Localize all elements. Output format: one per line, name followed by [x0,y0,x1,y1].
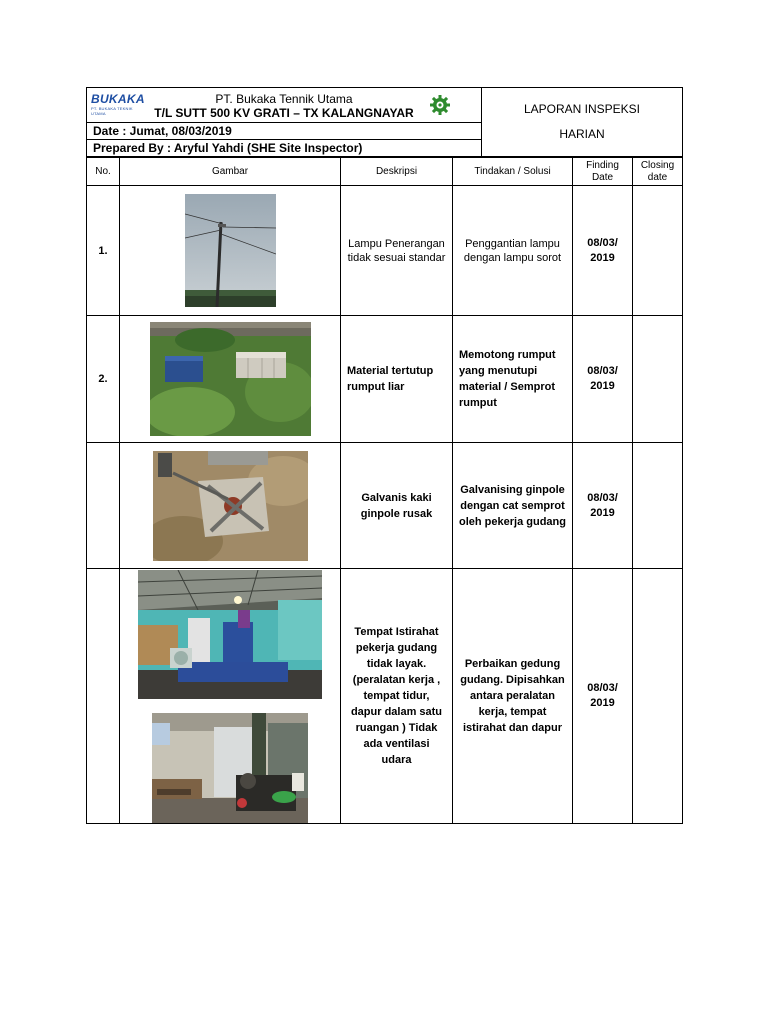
row-closing-date [633,316,683,443]
row-description: Galvanis kaki ginpole rusak [341,443,453,569]
photo-material-grass [150,322,311,436]
col-finding-date [573,158,633,186]
col-deskripsi: Deskripsi [341,158,453,186]
row-solution: Perbaikan gedung gudang. Dipisahkan antara peralatan kerja, tempat istirahat dan dapur [453,569,573,824]
report-title [482,88,683,157]
col-finding-sublabel: Date [591,171,614,183]
logo-text: BUKAKA [91,92,145,106]
finding-date-year: 2019 [590,506,615,519]
finding-date-day: 08/03/ [587,491,618,504]
row-description: Tempat Istirahat pekerja gudang tidak layak. (peralatan kerja , tempat tidur, dapur dalam satu ruangan ) Tidak ada ventilasi udara [341,569,453,824]
row-description: Material tertutup rumput liar [341,316,453,443]
table-row [87,443,683,569]
row-solution: Galvanising ginpole dengan cat semprot oleh pekerja gudang [453,443,573,569]
table-row [87,316,683,443]
logo-subtext: PT. BUKAKA TEKNIK UTAMA [91,106,133,116]
inspection-report [86,87,682,824]
report-date: Date : Jumat, 08/03/2019 [87,123,482,140]
finding-date-day: 08/03/ [587,682,618,694]
inspection-table [86,157,683,824]
table-row [87,569,683,824]
table-header-row [87,158,683,186]
finding-date-year: 2019 [590,697,615,709]
row-finding-date [573,569,633,824]
project-name: T/L SUTT 500 KV GRATI – TX KALANGNAYAR [154,106,414,120]
row-image-cell [120,569,341,824]
row-number [87,443,120,569]
report-header-table [86,87,683,157]
col-closing-sublabel: date [647,171,668,183]
row-number [87,569,120,824]
col-closing-date [633,158,683,186]
row-finding-date [573,316,633,443]
finding-date-year: 2019 [590,251,615,264]
company-block [87,88,482,123]
photo-rest-area-kitchen [152,713,308,823]
row-solution: Penggantian lampu dengan lampu sorot [453,186,573,316]
row-description: Lampu Penerangan tidak sesuai standar [341,186,453,316]
finding-date-day: 08/03/ [587,236,618,249]
finding-date-day: 08/03/ [587,365,618,377]
prepared-by: Prepared By : Aryful Yahdi (SHE Site Inspector) [87,140,482,157]
row-closing-date [633,443,683,569]
row-image-cell [120,443,341,569]
row-finding-date [573,186,633,316]
row-solution: Memotong rumput yang menutupi material / Semprot rumput [453,316,573,443]
row-image-cell [120,186,341,316]
photo-electric-pole [185,194,276,307]
row-finding-date [573,443,633,569]
row-closing-date [633,569,683,824]
photo-rest-area-room [138,570,322,699]
photo-ginpole-base [153,451,308,561]
col-closing-label: Closing [640,159,675,171]
col-gambar: Gambar [120,158,341,186]
table-row [87,186,683,316]
bukaka-logo [91,92,147,116]
title-line-2: HARIAN [559,127,605,141]
col-tindakan: Tindakan / Solusi [453,158,573,186]
row-closing-date [633,186,683,316]
title-line-1: LAPORAN INSPEKSI [523,102,641,116]
row-number: 1. [87,186,120,316]
company-name: PT. Bukaka Tennik Utama [215,92,353,106]
col-finding-label: Finding [586,159,619,171]
gear-icon [429,94,451,116]
row-number: 2. [87,316,120,443]
row-image-cell [120,316,341,443]
finding-date-year: 2019 [590,380,615,392]
col-no: No. [87,158,120,186]
